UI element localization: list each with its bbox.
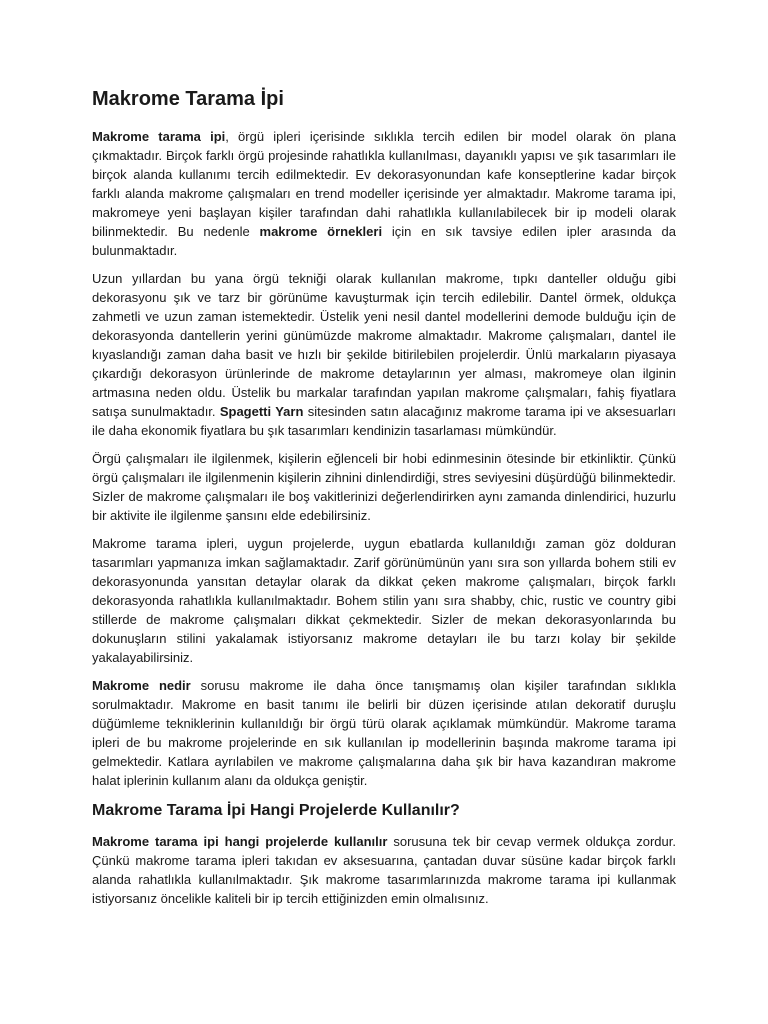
bold-phrase: Makrome tarama ipi	[92, 129, 226, 144]
paragraph-text: Uzun yıllardan bu yana örgü tekniği olarak kullanılan makrome, tıpkı danteller olduğu gibi dekorasyonu şık ve tarz bir görünüme kavuşturmak için tercih edilebilir. Dantel örmek, oldukça zahmetli ve uzun zaman istemektedir. Üstelik yeni nesil dantel modellerini demode bulduğu için de dekorasyonda dantellerin yerini günümüzde makrome almaktadır. Makrome çalışmaları, dantel ile kıyaslandığı zaman daha basit ve hızlı bir şekilde bitirilebilen projelerdir. Ünlü markaların piyasaya çıkardığı dekorasyon ürünlerinde de makrome detaylarının yer alması, makromeye olan ilginin artmasına neden oldu. Üstelik bu markalar tarafından yapılan makrome çalışmaları, fahiş fiyatlara satışa sunulmaktadır.	[92, 271, 676, 419]
paragraph-text: , örgü ipleri içerisinde sıklıkla tercih edilen bir model olarak ön plana çıkmaktadır. Birçok farklı örgü projesinde rahatlıkla kullanılması, dayanıklı yapısı ve şık tasarımları ile birçok alanda kullanımı tercih edilmektedir. Ev dekorasyonundan kafe konseptlerine kadar birçok farklı alanda makrome çalışmaları en trend modeller içerisinde yer almaktadır. Makrome tarama ipi, makromeye yeni başlayan kişiler tarafından dahi rahatlıkla kullanılabilecek bir ip modeli olarak bilinmektedir. Bu nedenle	[92, 129, 676, 239]
bold-phrase: Spagetti Yarn	[219, 404, 304, 419]
paragraph-4: Makrome tarama ipleri, uygun projelerde, uygun ebatlarda kullanıldığı zaman göz dolduran tasarımları yapmanıza imkan sağlamaktadır. Zarif görünümünün yanı sıra son yıllarda bohem stili ev dekorasyonunda yansıtan detaylar olarak da dikkat çeken makrome çalışmaları, birçok farklı dekorasyonda rahatlıkla kullanılmaktadır. Bohem stilin yanı sıra shabby, chic, rustic ve country gibi stillerde de makrome çalışmaları dikkat çekmektedir. Sizler de mekan dekorasyonlarında bu dokunuşların stilini yakalamak istiyorsanız makrome detayları ile bu tarzı kolay bir şekilde yakalayabilirsiniz.	[92, 536, 676, 665]
paragraph-text: sorusu makrome ile daha önce tanışmamış olan kişiler tarafından sıklıkla sorulmaktadır. Makrome en basit tanımı ile belirli bir düzen içerisinde atılan dekoratif duruşlu düğümleme tekniklerinin kullanıldığı bir örgü türü olarak açıklamak mümkündür. Makrome tarama ipleri de bu makrome projelerinde en sık kullanılan ip modellerinin başında makrome tarama ipi gelmektedir. Katlara ayrılabilen ve makrome çalışmalarına daha şık bir hava kazandıran makrome halat iplerinin kullanım alanı da oldukça geniştir.	[92, 678, 676, 788]
paragraph-2	[92, 269, 676, 440]
bold-phrase: Makrome tarama ipi hangi projelerde kullanılır	[92, 834, 388, 849]
section-heading: Makrome Tarama İpi Hangi Projelerde Kullanılır?	[92, 802, 460, 819]
bold-phrase: Makrome nedir	[92, 678, 191, 693]
paragraph-text: için en sık tavsiye edilen ipler arasında da bulunmaktadır.	[92, 224, 676, 258]
paragraph-text: sorusuna tek bir cevap vermek oldukça zordur. Çünkü makrome tarama ipleri takıdan ev aksesuarına, çantadan duvar süsüne kadar birçok farklı alanda rahatlıkla kullanılmaktadır. Şık makrome tasarımlarınızda makrome tarama ipi kullanmak istiyorsanız öncelikle kaliteli bir ip tercih ettiğinizden emin olmalısınız.	[92, 834, 676, 906]
paragraph-text: sitesinden satın alacağınız makrome tarama ipi ve aksesuarları ile daha ekonomik fiyatlara bu şık tasarımları kendinizin tasarlaması mümkündür.	[92, 404, 677, 438]
paragraph-1	[92, 127, 676, 260]
bold-phrase: makrome örnekleri	[259, 224, 383, 239]
paragraph-3: Örgü çalışmaları ile ilgilenmek, kişilerin eğlenceli bir hobi edinmesinin ötesinde bir etkinliktir. Çünkü örgü çalışmaları ile ilgilenmenin kişilerin zihnini dinlendirdiği, stres seviyesini düşürdüğü bilinmektedir. Sizler de makrome çalışmaları ile boş vakitlerinizi değerlendirirken aynı zamanda dinlendirici, huzurlu bir aktivite ile ilgilenme şansını elde edebilirsiniz.	[92, 451, 676, 523]
paragraph-6	[92, 832, 676, 908]
document-page	[92, 84, 676, 917]
paragraph-5	[92, 676, 676, 790]
page-title: Makrome Tarama İpi	[92, 88, 284, 110]
